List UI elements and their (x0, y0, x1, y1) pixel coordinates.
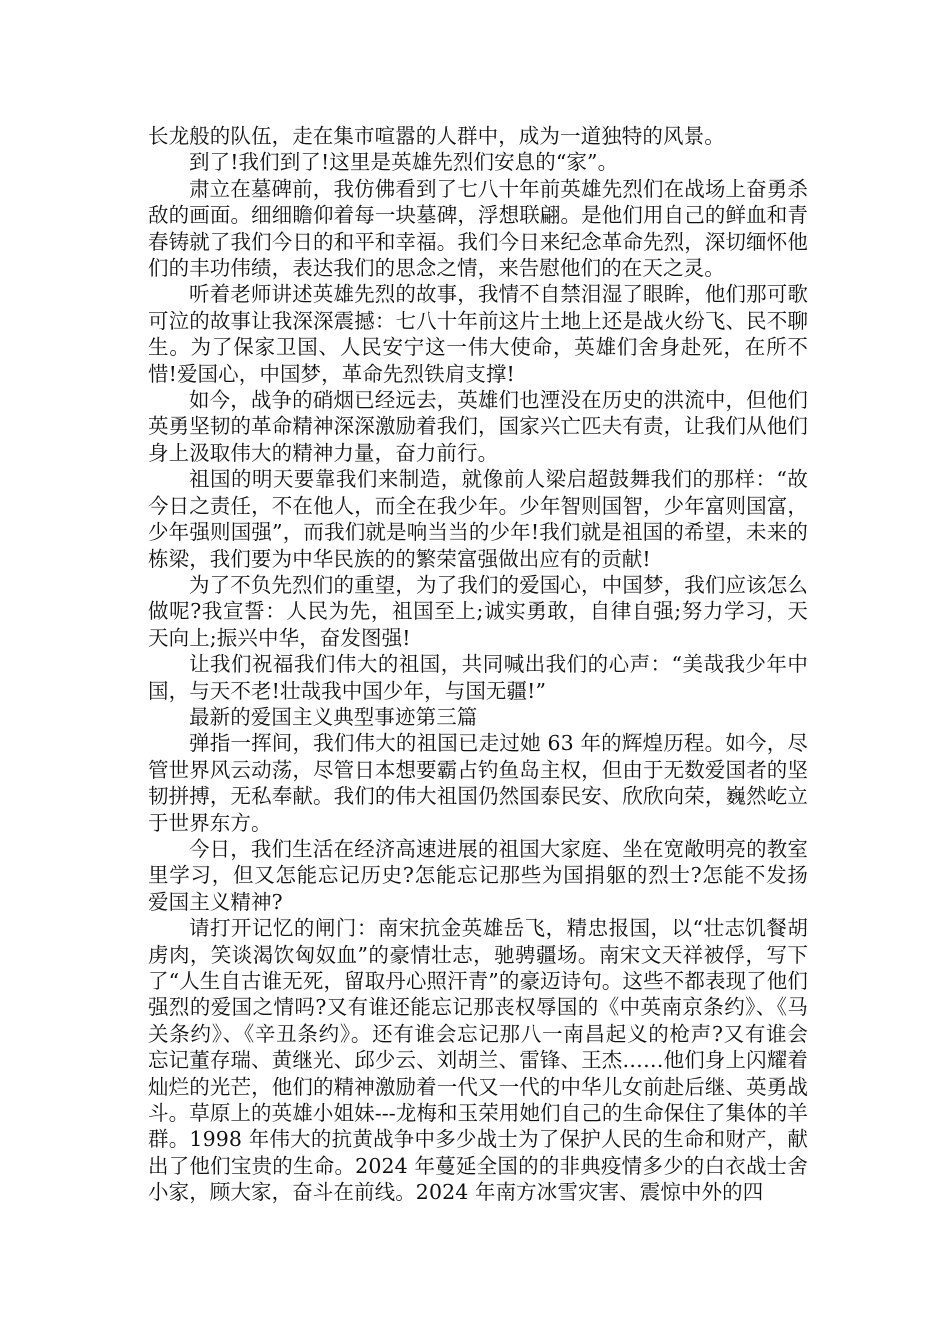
paragraph-7: 为了不负先烈们的重望，为了我们的爱国心，中国梦，我们应该怎么做呢?我宣誓：人民为先，祖国至上;诚实勇敢，自律自强;努力学习，天天向上;振兴中华，奋发图强! (148, 572, 808, 650)
paragraph-1: 长龙般的队伍，走在集市喧嚣的人群中，成为一道独特的风景。 (148, 124, 725, 148)
section-heading: 最新的爱国主义典型事迹第三篇 (189, 704, 478, 729)
paragraph-2: 到了!我们到了!这里是英雄先烈们安息的“家”。 (189, 150, 619, 175)
article-body (148, 123, 808, 1206)
paragraph-9: 弹指一挥间，我们伟大的祖国已走过她 63 年的辉煌历程。如今，尽管世界风云动荡，尽管日本想要霸占钓鱼岛主权，但由于无数爱国者的坚韧拼搏，无私奉献。我们的伟大祖国仍然国泰民安、欣欣向荣，巍然屹立于世界东方。 (148, 731, 808, 835)
paragraph-3: 肃立在墓碑前，我仿佛看到了七八十年前英雄先烈们在战场上奋勇杀敌的画面。细细瞻仰着每一块墓碑，浮想联翩。是他们用自己的鲜血和青春铸就了我们今日的和平和幸福。我们今日来纪念革命先烈，深切缅怀他们的丰功伟绩，表达我们的思念之情，来告慰他们的在天之灵。 (148, 176, 808, 281)
paragraph-5: 如今，战争的硝烟已经远去，英雄们也湮没在历史的洪流中，但他们英勇坚韧的革命精神深深激励着我们，国家兴亡匹夫有责，让我们从他们身上汲取伟大的精神力量，奋力前行。 (148, 388, 808, 465)
paragraph-8: 让我们祝福我们伟大的祖国，共同喊出我们的心声：“美哉我少年中国，与天不老!壮哉我中国少年，与国无疆!” (148, 652, 808, 703)
paragraph-6: 祖国的明天要靠我们来制造，就像前人梁启超鼓舞我们的那样：“故今日之责任，不在他人，而全在我少年。少年智则国智，少年富则国富，少年强则国强”，而我们就是响当当的少年!我们就是祖国的希望，未来的栋梁，我们要为中华民族的的繁荣富强做出应有的贡献! (148, 467, 808, 571)
paragraph-11: 请打开记忆的闸门：南宋抗金英雄岳飞，精忠报国，以“壮志饥餐胡虏肉，笑谈渴饮匈奴血”的豪情壮志，驰骋疆场。南宋文天祥被俘，写下了“人生自古谁无死，留取丹心照汗青”的豪迈诗句。这些不都表现了他们强烈的爱国之情吗?又有谁还能忘记那丧权辱国的《中英南京条约》、《马关条约》、《辛丑条约》。还有谁会忘记那八一南昌起义的枪声?又有谁会忘记董存瑞、黄继光、邱少云、刘胡兰、雷锋、王杰……他们身上闪耀着灿烂的光芒，他们的精神激励着一代又一代的中华儿女前赴后继、英勇战斗。草原上的英雄小姐妹---龙梅和玉荣用她们自己的生命保住了集体的羊群。1998 年伟大的抗黄战争中多少战士为了保护人民的生命和财产，献出了他们宝贵的生命。2024 年蔓延全国的的非典疫情多少的白衣战士舍小家，顾大家，奋斗在前线。2024 年南方冰雪灾害、震惊中外的四 (148, 916, 808, 1205)
paragraph-4: 听着老师讲述英雄先烈的故事，我情不自禁泪湿了眼眸，他们那可歌可泣的故事让我深深震撼：七八十年前这片土地上还是战火纷飞、民不聊生。为了保家卫国、人民安宁这一伟大使命，英雄们舍身赴死，在所不惜!爱国心，中国梦，革命先烈铁肩支撑! (148, 282, 808, 386)
paragraph-10: 今日，我们生活在经济高速进展的祖国大家庭、坐在宽敞明亮的教室里学习，但又怎能忘记历史?怎能忘记那些为国捐躯的烈士?怎能不发扬爱国主义精神? (148, 836, 808, 914)
